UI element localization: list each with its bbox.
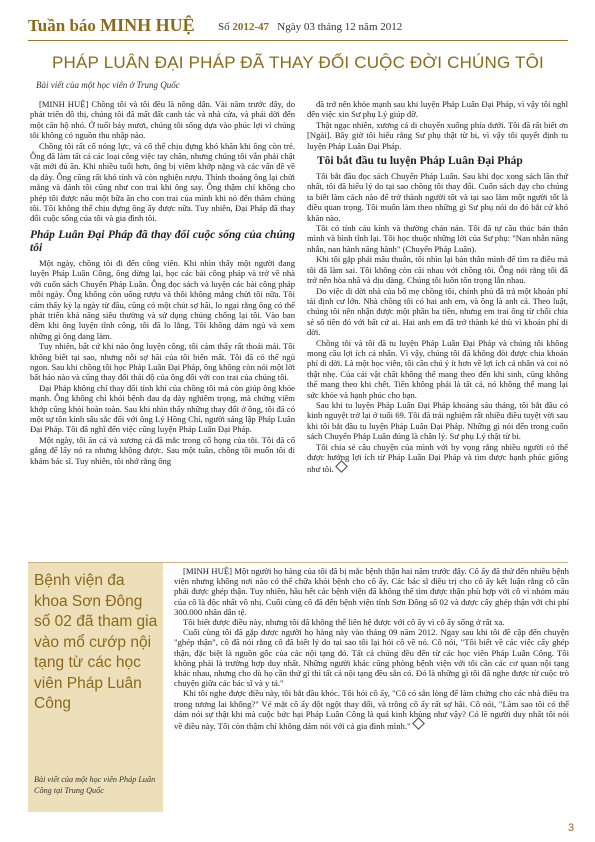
article2-title-panel (28, 563, 163, 812)
article2-title: Bệnh viện đa khoa Sơn Đông số 02 đã tham gia vào mổ cướp nội tạng từ các học viên Pháp Luân Công (34, 572, 158, 712)
paragraph: Một ngày, tôi ăn cá và xương cá đã mắc trong cổ họng của tôi. Tôi đã cố gắng để lấy nó ra nhưng không được. Sau một tuần, chồng tôi muốn tôi đi khám bác sĩ. Tuy nhiên, tôi nhớ rằng ông (30, 434, 295, 466)
paragraph: Do việc di dời nhà của bố mẹ chồng tôi, chính phủ đã trả một khoản phí tái định cư lớn. Nhà chồng tôi có hai anh em, và ông là anh cả. Theo luật, chúng tôi nên nhận được một phần ba tiền, nhưng em trai ông từ chối chia sẻ số tiền đó với bất cứ ai. Hai anh em đã trở thành kẻ thù vì khoản phí di dời. (307, 285, 568, 338)
paragraph: Đại Pháp không chỉ thay đổi tính khí của chồng tôi mà còn giúp ông khỏe mạnh. Ông không chỉ khỏi bệnh đau dạ dày nghiêm trọng, mà chứng viêm khớp cũng khỏi hoàn toàn. Sau khi nhìn thấy những thay đổi ở ông, tôi đã có một sự tôn kính sâu sắc đối với ông Lý Hồng Chí, người sáng lập Pháp Luân Đại Pháp. Tôi đã nghĩ đến việc cũng luyện Pháp Luân Đại Pháp. (30, 382, 295, 435)
paragraph: Một ngày, chồng tôi đi đến công viên. Khi nhìn thấy một người đang luyện Pháp Luân Công, ông dừng lại, học các bài công pháp và trở về nhà với cuốn sách Chuyển Pháp Luân. Ông đọc sách và luyện các bài công pháp mỗi ngày. Ông không còn uống rượu và thôi không mắng chửi tôi nữa. Tôi cảm thấy kỳ lạ ngày từ đầu, cũng có một chút sợ hãi, lo ngại rằng ông có thể phát triển khả năng siêu thường và sử dụng chúng chống lại tôi. Vào ban đêm khi ông luyện tĩnh công, tôi đã lo lắng. Tôi không dám ngủ và xem những gì ông đang làm. (30, 257, 295, 341)
brand-prefix: Tuần báo (28, 16, 96, 35)
paragraph (307, 442, 568, 475)
end-mark-icon (412, 717, 425, 730)
issue-label: Số (218, 21, 230, 33)
issue-date: Ngày 03 tháng 12 năm 2012 (277, 21, 403, 33)
section-heading: Tôi bắt đầu tu luyện Pháp Luân Đại Pháp (317, 155, 523, 168)
issue-number: 2012-47 (232, 21, 270, 33)
paragraph: Tôi biết được điều này, nhưng tôi đã không thể liên hệ được với cô ấy vì cô ấy sống ở rất xa. (183, 617, 505, 628)
paragraph: Thật ngạc nhiên, xương cá di chuyển xuống phía dưới. Tôi đã rất biết ơn [Ngài]. Bây giờ tôi hiểu rằng Sư phụ thật từ bi, vì vậy tôi quyết định tu luyện Pháp Luân Đại Pháp. (307, 119, 568, 151)
paragraph: Tuy nhiên, bất cứ khi nào ông luyện công, tôi cảm thấy rất thoải mái. Tôi không biết tại sao, nhưng nỗi sợ hãi của tôi biến mất. Tôi đã có thể ngủ ngon. Sau khi chồng tôi học Pháp Luân Đại Pháp, ông không còn nói một lời bất hảo nào và cũng thay đổi thái độ của ông đối với con trai của chúng tôi. (30, 341, 295, 383)
newspaper-brand (28, 15, 195, 36)
article-byline: Bài viết của một học viên ở Trung Quốc (36, 80, 180, 90)
paragraph: Tôi có tính cáu kỉnh và thường chán nản. Tôi đã tự cầu thúc bản thân mình và bình tĩnh lại. Tôi học thuộc những lời của Sư phụ: "Nan nhẫn năng nhẫn, nan hành năng hành" (Chuyển Pháp Luân). (307, 223, 568, 254)
paragraph: Cuối cùng tôi đã gặp được người họ hàng này vào tháng 09 năm 2012. Ngay sau khi tôi đề cập đến chuyện "ghép thận", cô đã nói rằng cô đã biết lý do tại sao tôi lại hỏi cô về nó. Cô nói, "Tôi biết về các việc cấy ghép thận, đặc biệt là nguồn gốc của các nội tạng đó. Tất cả chúng đều đến từ các học viên Pháp Luân Công. Tôi không phải là trường hợp duy nhất. Những người khác cũng phòng bệnh viện với tôi cần các cơ quan nội tạng khác nhau, nhưng cho dù họ cần thứ gì thì tất cả nội tạng đều sẵn có. Đó là những gì tôi đã nghe được từ cuộc trò chuyện giữa các bác sĩ và y tá." (174, 627, 569, 689)
paragraph: Chồng tôi và tôi đã tu luyện Pháp Luân Đại Pháp và chúng tôi không mong cầu lợi ích cá nhân. Vì vậy, chúng tôi đã không đòi được chia khoản phí di dời. Là một học viên, tôi cần chú ý ít hơn về lợi ích cá nhân và coi nó thật nhẹ. Của cải vật chất không thể mang theo đến khi sinh, cũng không thể mang theo khi chết. Tiền không phải là tất cả, nó không thể mang lại sức khỏe và hạnh phúc cho bạn. (307, 337, 568, 400)
paragraph: [MINH HUỆ] Một người họ hàng của tôi đã bị mắc bệnh thận hai năm trước đây. Cô ấy đã thử đến nhiều bệnh viện nhưng không nơi nào có thể chữa khỏi bệnh cho cô ấy. Các bác sĩ điều trị cho cô ấy kết luận rằng cô cần phải được ghép thận. Tuy nhiên, hầu hết các bệnh viện đã không thể tìm được thận phù hợp với cô vì nhóm máu của cô là độc nhất vô nhị. Cuối cùng cô đã đến bệnh viện tỉnh Sơn Đông số 02 và được cấy ghép thận với chi phí 300.000 nhân dân tệ. (174, 566, 569, 617)
masthead (28, 10, 568, 41)
page-number: 3 (568, 822, 575, 834)
article-right-column (307, 99, 568, 475)
section-heading: Pháp Luân Đại Pháp đã thay đổi cuộc sống của chúng tôi (30, 228, 295, 254)
paragraph: Sau khi tu luyện Pháp Luân Đại Pháp khoảng sáu tháng, tôi bắt đầu có kinh nguyệt trở lại ở tuổi 69. Tôi đã trải nghiệm rất nhiều điều tuyệt vời sau khi tôi bắt đầu tu luyện Pháp Luân Đại Pháp. Những gì nói đến trong cuốn sách Chuyển Pháp Luân đúng là chân lý. Sư phụ Lý thật từ bi. (307, 399, 568, 442)
article2-byline: Bài viết của một học viên Pháp Luân Công tại Trung Quốc (34, 775, 156, 795)
paragraph: Tôi bắt đầu đọc sách Chuyển Pháp Luân. Sau khi đọc xong sách lần thứ nhất, tôi đã hiểu lý do tại sao chồng tôi thay đổi. Cuốn sách dạy cho chúng ta biết làm cách nào để trở thành người tốt và tại sao làm một người tốt là điều quan trọng. Tôi muốn làm theo những gì Sư phụ nói do đó bắt cứ khó khăn nào. (307, 171, 568, 223)
paragraph (174, 688, 569, 731)
paragraph-text: Tôi chia sẻ câu chuyện của mình với hy vọng rằng nhiều người có thể được hưởng lợi ích từ Pháp Luân Đại Pháp và tìm được hạnh phúc giống như tôi. (307, 441, 568, 475)
article-left-column (30, 99, 295, 466)
end-mark-icon (335, 461, 348, 474)
article-title: PHÁP LUÂN ĐẠI PHÁP ĐÃ THAY ĐỔI CUỘC ĐỜI CHÚNG TÔI (52, 53, 544, 72)
paragraph: Khi tôi gặp phải mâu thuẫn, tôi nhìn lại bản thân mình để tìm ra điều mà tôi đã làm sai. Tôi không còn cãi nhau với chồng tôi. Ông nói rằng tôi đã trở nên hòa nhã và dịu dàng. Chúng tôi luôn tôn trọng lẫn nhau. (307, 254, 568, 286)
paragraph: [MINH HUỆ] Chồng tôi và tôi đều là nông dân. Vài năm trước đây, do phát triển đô thị, chúng tôi đã mất đất canh tác và nhà cửa, và phải dời đến một căn hộ nhỏ. Ở tuổi bảy mươi, chúng tôi sống dựa vào phúc lợi vì chúng tôi không có nguồn thu nhập nào. (30, 99, 295, 141)
issue-info (218, 21, 402, 33)
paragraph: Chồng tôi rất cố nóng lực, và cố thể chịu đựng khó khăn khi ông còn trẻ. Ông đã làm tất cả các loại công việc tay chân, nhưng chúng tôi vẫn phải chật vật mới đủ ăn. Khi nhiều tuổi hơn, ông bị viêm khớp nặng và các vấn đề về dạ dày. Ông cũng rất khó tính và còn nghiện rượu. Thỉnh thoảng ông lại chửi mắng và đánh tôi cũng như con trai khi ông say. Ông thậm chí không cho phép tôi được nấu một bữa ăn cho con trai của mình khi nó đến thăm chúng tôi. Tôi không thể chịu đựng ông ấy được nữa. Tuy nhiên, Đại Pháp đã thay đổi cuộc sống của tôi và gia đình tôi. (30, 140, 295, 224)
paragraph-text: Khi tôi nghe được điều này, tôi bắt đầu khóc. Tôi hỏi cô ấy, "Cô có sẵn lòng để làm chứng cho các nhà điều tra trong tương lai không?" Vẻ mặt cô ấy đột ngột thay đổi, và trông cô ấy rất sợ hãi. Cô nói, "Làm sao tôi có thể dám nói sự thật khi mà cuộc bức hại Pháp Luân Công là quá kinh khủng như vậy? Có lẽ người duy nhất tôi nói về điều này. Tôi còn thậm chí không dám nói với cả gia đình mình." (174, 688, 569, 732)
brand-name: MINH HUỆ (100, 15, 195, 35)
paragraph: đã trở nên khỏe mạnh sau khi luyện Pháp Luân Đại Pháp, vì vậy tôi nghĩ đến việc xin Sư phụ Lý giúp đỡ. (307, 99, 568, 120)
article2-body (174, 566, 569, 731)
